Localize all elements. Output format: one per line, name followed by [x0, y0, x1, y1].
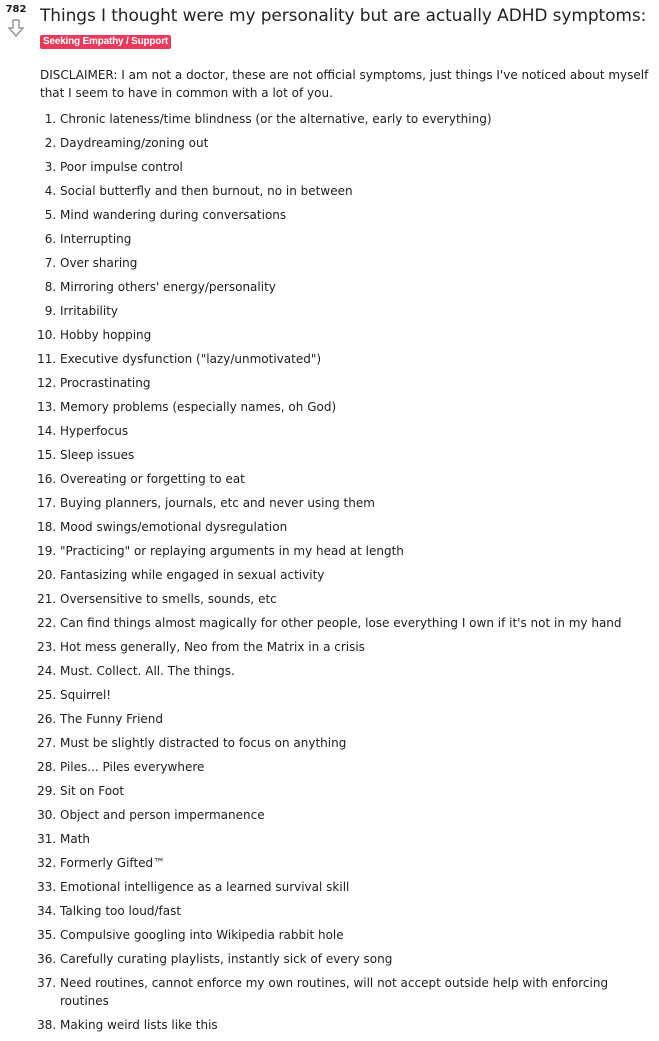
list-item: 37. Need routines, cannot enforce my own routines, will not accept outside help with enforcing routines: [60, 974, 650, 1010]
list-item: 35. Compulsive googling into Wikipedia rabbit hole: [60, 926, 650, 944]
list-item: 5. Mind wandering during conversations: [60, 206, 650, 224]
list-item: 24. Must. Collect. All. The things.: [60, 662, 650, 680]
list-item: 8. Mirroring others' energy/personality: [60, 278, 650, 296]
list-item: 17. Buying planners, journals, etc and never using them: [60, 494, 650, 512]
list-item: 31. Math: [60, 830, 650, 848]
list-item: 22. Can find things almost magically for other people, lose everything I own if it's not in my hand: [60, 614, 650, 632]
list-item: 7. Over sharing: [60, 254, 650, 272]
score: 782: [5, 4, 27, 15]
list-item: 34. Talking too loud/fast: [60, 902, 650, 920]
list-item: 30. Object and person impermanence: [60, 806, 650, 824]
vote-column: [0, 2, 32, 37]
list-item: 19. "Practicing" or replaying arguments in my head at length: [60, 542, 650, 560]
list-item: 9. Irritability: [60, 302, 650, 320]
list-item: 32. Formerly Gifted™: [60, 854, 650, 872]
downvote-arrow-icon[interactable]: [8, 19, 24, 37]
list-item: 14. Hyperfocus: [60, 422, 650, 440]
list-item: 16. Overeating or forgetting to eat: [60, 470, 650, 488]
list-item: 20. Fantasizing while engaged in sexual activity: [60, 566, 650, 584]
list-item: 26. The Funny Friend: [60, 710, 650, 728]
list-item: 29. Sit on Foot: [60, 782, 650, 800]
symptom-list: [40, 110, 650, 1034]
post-body: [40, 66, 650, 1040]
list-item: 10. Hobby hopping: [60, 326, 650, 344]
list-item: 21. Oversensitive to smells, sounds, etc: [60, 590, 650, 608]
list-item: 3. Poor impulse control: [60, 158, 650, 176]
list-item: 1. Chronic lateness/time blindness (or the alternative, early to everything): [60, 110, 650, 128]
post-flair[interactable]: Seeking Empathy / Support: [40, 35, 171, 49]
list-item: 36. Carefully curating playlists, instantly sick of every song: [60, 950, 650, 968]
list-item: 23. Hot mess generally, Neo from the Matrix in a crisis: [60, 638, 650, 656]
post-title[interactable]: Things I thought were my personality but are actually ADHD symptoms:: [40, 6, 647, 26]
list-item: 25. Squirrel!: [60, 686, 650, 704]
list-item: 2. Daydreaming/zoning out: [60, 134, 650, 152]
disclaimer: DISCLAIMER: I am not a doctor, these are not official symptoms, just things I've noticed about myself that I seem to have in common with a lot of you.: [40, 68, 649, 100]
list-item: 4. Social butterfly and then burnout, no in between: [60, 182, 650, 200]
list-item: 15. Sleep issues: [60, 446, 650, 464]
list-item: 6. Interrupting: [60, 230, 650, 248]
list-item: 27. Must be slightly distracted to focus on anything: [60, 734, 650, 752]
list-item: 18. Mood swings/emotional dysregulation: [60, 518, 650, 536]
list-item: 12. Procrastinating: [60, 374, 650, 392]
list-item: 33. Emotional intelligence as a learned survival skill: [60, 878, 650, 896]
list-item: 38. Making weird lists like this: [60, 1016, 650, 1034]
list-item: 13. Memory problems (especially names, oh God): [60, 398, 650, 416]
list-item: 11. Executive dysfunction ("lazy/unmotivated"): [60, 350, 650, 368]
list-item: 28. Piles... Piles everywhere: [60, 758, 650, 776]
